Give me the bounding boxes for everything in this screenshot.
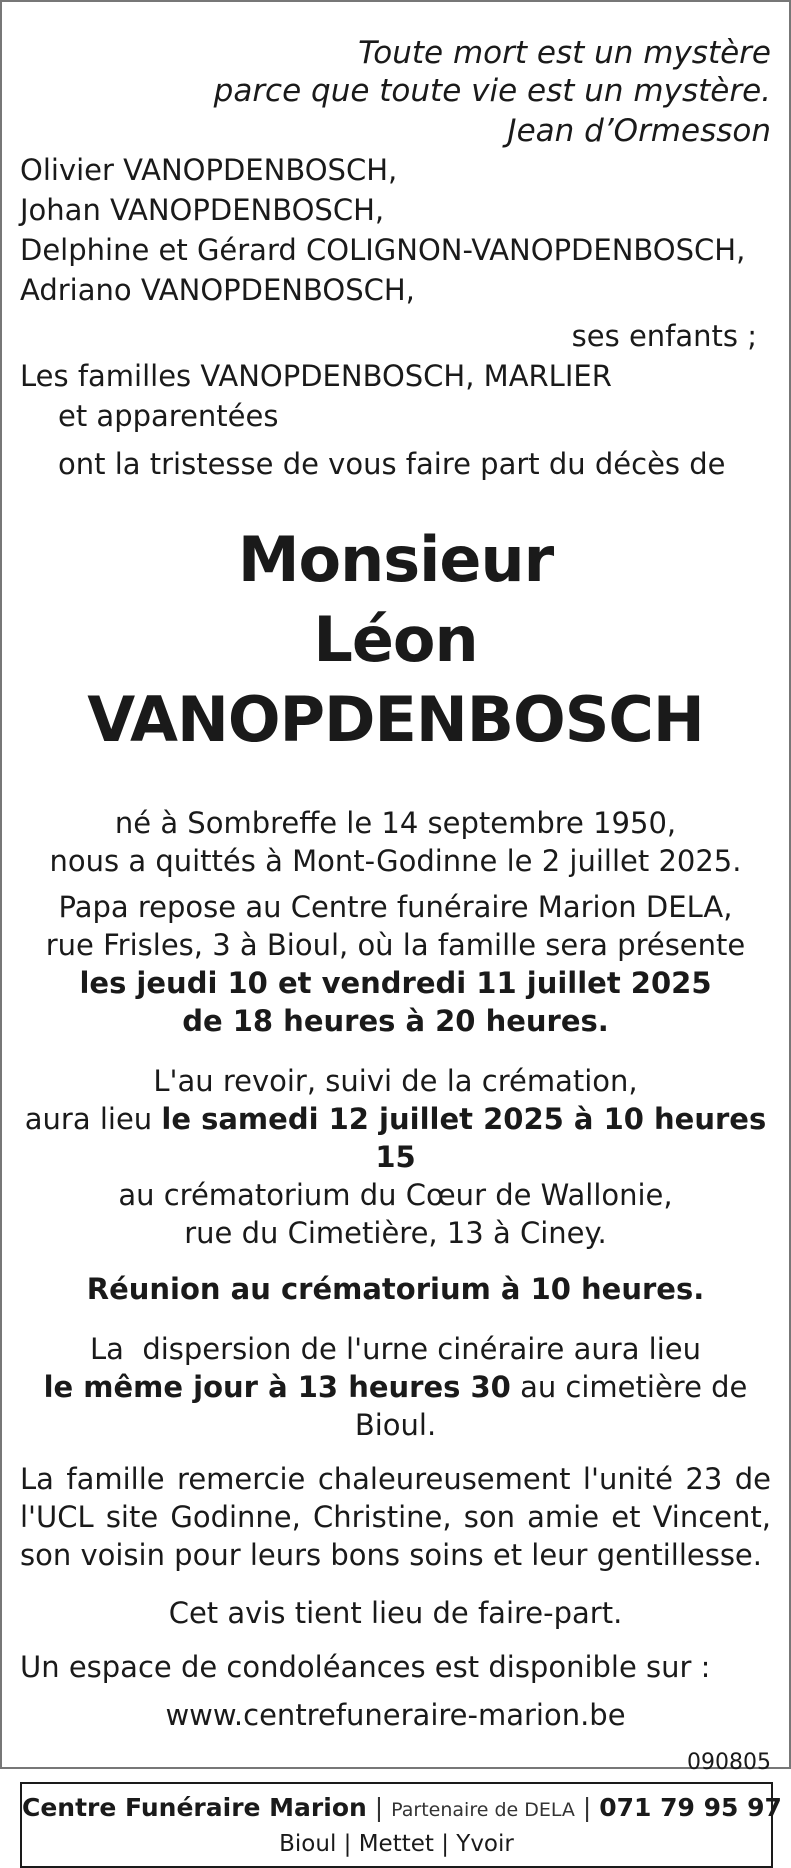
epigraph-line-1: Toute mort est un mystère bbox=[358, 35, 771, 71]
meeting-info: Réunion au crématorium à 10 heures. bbox=[86, 1272, 705, 1306]
epigraph bbox=[20, 34, 771, 150]
visiting-dates: les jeudi 10 et vendredi 11 juillet 2025 bbox=[79, 966, 712, 1000]
child-name: Adriano VANOPDENBOSCH, bbox=[20, 273, 415, 307]
phone-number[interactable]: 071 79 95 97 bbox=[599, 1793, 782, 1822]
rest-line-1: Papa repose au Centre funéraire Marion DELA, bbox=[58, 890, 733, 924]
ceremony-block bbox=[20, 1062, 771, 1252]
footer-locations: Bioul | Mettet | Yvoir bbox=[279, 1831, 514, 1857]
dispersion-line-1: La dispersion de l'urne cinéraire aura lieu bbox=[89, 1332, 702, 1366]
dispersion-line-2 bbox=[20, 1368, 771, 1444]
birth-line: né à Sombreffe le 14 septembre 1950, bbox=[114, 806, 677, 840]
deceased-name: Léon VANOPDENBOSCH bbox=[87, 603, 704, 756]
reference-number: 090805 bbox=[687, 1750, 771, 1775]
visiting-hours: de 18 heures à 20 heures. bbox=[182, 1004, 609, 1038]
partner-label: Partenaire de DELA bbox=[391, 1799, 575, 1821]
child-name: Olivier VANOPDENBOSCH, bbox=[20, 153, 398, 187]
dispersion-time: le même jour à 13 heures 30 bbox=[43, 1370, 511, 1404]
thanks-paragraph: La famille remercie chaleureusement l'unité 23 de l'UCL site Godinne, Christine, son amie et Vincent, son voisin pour leurs bons soins et leur gentillesse. bbox=[20, 1462, 771, 1572]
ceremony-line-2 bbox=[20, 1100, 771, 1176]
child-name: Johan VANOPDENBOSCH, bbox=[20, 193, 385, 227]
deceased-name-block bbox=[20, 520, 771, 760]
dispersion-block bbox=[20, 1330, 771, 1444]
condolences-website-link[interactable]: www.centrefuneraire-marion.be bbox=[165, 1698, 626, 1732]
funeral-home-name: Centre Funéraire Marion bbox=[22, 1793, 367, 1822]
ceremony-date: le samedi 12 juillet 2025 à 10 heures 15 bbox=[161, 1102, 767, 1174]
families bbox=[20, 356, 771, 436]
funeral-home-footer bbox=[20, 1782, 782, 1868]
dispersion-place: au cimetière de Bioul. bbox=[354, 1370, 748, 1442]
footer-separator: | bbox=[582, 1793, 592, 1822]
ceremony-line-3: au crématorium du Cœur de Wallonie, bbox=[118, 1178, 673, 1212]
children-label: ses enfants ; bbox=[571, 319, 757, 353]
birth-death-block bbox=[20, 804, 771, 880]
deceased-title: Monsieur bbox=[237, 523, 554, 596]
families-line-1: Les familles VANOPDENBOSCH, MARLIER bbox=[20, 359, 612, 393]
footer-line-1 bbox=[22, 1790, 782, 1828]
epigraph-author: Jean d’Ormesson bbox=[507, 113, 771, 149]
families-line-2: et apparentées bbox=[58, 399, 279, 433]
ceremony-line-4: rue du Cimetière, 13 à Ciney. bbox=[184, 1216, 607, 1250]
rest-block bbox=[20, 888, 771, 1040]
notice-line: Cet avis tient lieu de faire-part. bbox=[168, 1596, 623, 1630]
rest-line-2: rue Frisles, 3 à Bioul, où la famille sera présente bbox=[45, 928, 746, 962]
announcement: ont la tristesse de vous faire part du décès de bbox=[58, 447, 726, 481]
death-line: nous a quittés à Mont-Godinne le 2 juillet 2025. bbox=[49, 844, 742, 878]
child-name: Delphine et Gérard COLIGNON-VANOPDENBOSCH, bbox=[20, 233, 746, 267]
ceremony-line-1: L'au revoir, suivi de la crémation, bbox=[153, 1064, 638, 1098]
epigraph-line-2: parce que toute vie est un mystère. bbox=[213, 73, 771, 109]
condolences-line: Un espace de condoléances est disponible sur : bbox=[20, 1650, 711, 1684]
children-list bbox=[20, 150, 771, 310]
footer-separator: | bbox=[374, 1793, 384, 1822]
ceremony-prefix: aura lieu bbox=[24, 1102, 153, 1136]
